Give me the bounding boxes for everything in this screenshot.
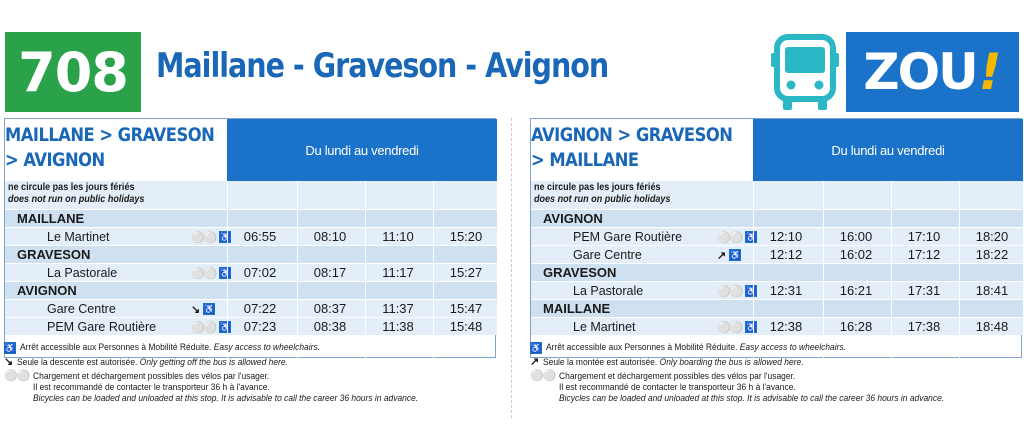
- stop-name: Le Martinet: [573, 320, 636, 334]
- departure-time: 07:22: [243, 301, 277, 316]
- route-title: Maillane - Graveson - Avignon: [156, 46, 609, 86]
- wheelchair-icon: ♿: [745, 232, 758, 242]
- stop-icons: [717, 284, 757, 298]
- departure-time: 12:10: [769, 229, 803, 244]
- departure-time: 16:28: [839, 319, 873, 334]
- departure-time: 15:20: [449, 229, 483, 244]
- departure-time: 18:20: [975, 229, 1009, 244]
- direction-title-line1: MAILLANE > GRAVESON: [5, 124, 215, 146]
- departure-time: 11:37: [382, 301, 414, 316]
- board-only-icon: ↗: [717, 249, 727, 262]
- bicycle-icon: ⚪⚪: [191, 267, 217, 280]
- board-only-icon: ↗: [530, 356, 540, 368]
- departure-time: 06:55: [243, 229, 277, 244]
- wheelchair-icon: ♿: [745, 322, 758, 332]
- section-name: GRAVESON: [543, 265, 617, 280]
- section-name: AVIGNON: [543, 211, 603, 226]
- departure-time: 11:10: [382, 229, 414, 244]
- direction-title: [5, 123, 215, 173]
- departure-time: 17:10: [907, 229, 941, 244]
- stop-row: [5, 227, 497, 245]
- legend-wheelchair: [530, 342, 1022, 354]
- zou-logo-mark: !: [978, 43, 1002, 101]
- departure-time: 16:00: [839, 229, 873, 244]
- panel-divider: [511, 118, 512, 418]
- stop-row: [531, 245, 1023, 263]
- wheelchair-icon: ♿: [530, 343, 542, 353]
- holiday-note-fr: ne circule pas les jours fériés: [534, 181, 661, 193]
- section-row: [5, 209, 497, 227]
- departure-time: 11:38: [382, 319, 414, 334]
- stop-name: La Pastorale: [573, 284, 644, 298]
- departure-time: 18:22: [975, 247, 1009, 262]
- holiday-note-row: [5, 181, 497, 209]
- legend-bike-text: Chargement et déchargement possibles des vélos par l'usager. Il est recommandé de contacter le transporteur 36 h à l'avance. Bicycles can be loaded and unloaded at this stop. It is advisable to call the career 36 hours in advance.: [559, 371, 945, 403]
- holiday-note: [534, 181, 670, 205]
- service-days: Du lundi au vendredi: [753, 119, 1023, 181]
- departure-time: 17:31: [907, 283, 941, 298]
- stop-row: [531, 281, 1023, 299]
- stop-row: [5, 317, 497, 335]
- departure-time: 07:02: [243, 265, 277, 280]
- column-separator: [365, 181, 366, 359]
- holiday-note-row: [531, 181, 1023, 209]
- column-separator: [891, 181, 892, 359]
- departure-time: 16:21: [839, 283, 873, 298]
- legend-bike-text: Chargement et déchargement possibles des vélos par l'usager. Il est recommandé de contacter le transporteur 36 h à l'avance. Bicycles can be loaded and unloaded at this stop. It is advisable to call the career 36 hours in advance.: [33, 371, 419, 403]
- section-name: MAILLANE: [543, 301, 611, 316]
- bicycle-icon: ⚪⚪: [191, 231, 217, 244]
- legend-arrow: [530, 357, 1022, 368]
- departure-time: 18:41: [975, 283, 1009, 298]
- column-separator: [753, 181, 754, 359]
- bus-icon: [771, 33, 839, 113]
- bicycle-icon: ⚪⚪: [191, 321, 217, 334]
- departure-time: 17:12: [907, 247, 941, 262]
- departure-time: 15:48: [449, 319, 483, 334]
- departure-time: 08:10: [313, 229, 347, 244]
- stop-row: [5, 299, 497, 317]
- section-name: MAILLANE: [17, 211, 85, 226]
- column-separator: [823, 181, 824, 359]
- bicycle-icon: ⚪⚪: [4, 370, 30, 382]
- legend-wheelchair-text: Arrêt accessible aux Personnes à Mobilité Réduite. Easy access to wheelchairs.: [546, 342, 847, 352]
- direction-title: [531, 123, 733, 173]
- timetable-inbound: [530, 118, 1022, 358]
- stops-table: [5, 209, 497, 335]
- wheelchair-icon: ♿: [219, 232, 232, 242]
- stop-name: Le Martinet: [47, 230, 110, 244]
- route-number-badge: 708: [5, 32, 141, 112]
- departure-time: 17:38: [907, 319, 941, 334]
- stops-table: [531, 209, 1023, 335]
- column-separator: [959, 181, 960, 359]
- timetable-outbound: [4, 118, 496, 358]
- direction-title-line1: AVIGNON > GRAVESON: [531, 124, 733, 146]
- legend-arrow: [4, 357, 496, 368]
- departure-time: 15:47: [449, 301, 483, 316]
- column-separator: [297, 181, 298, 359]
- holiday-note: [8, 181, 144, 205]
- alight-only-icon: ↘: [4, 356, 14, 368]
- bicycle-icon: ⚪⚪: [530, 370, 556, 382]
- section-row: [5, 281, 497, 299]
- departure-time: 12:38: [769, 319, 803, 334]
- stop-icons: [191, 230, 231, 244]
- legend-bike: [530, 371, 1022, 404]
- stop-icons: [717, 230, 757, 244]
- bicycle-icon: ⚪⚪: [717, 231, 743, 244]
- wheelchair-icon: ♿: [4, 343, 16, 353]
- stop-icons: [191, 266, 231, 280]
- departure-time: 12:12: [769, 247, 803, 262]
- stop-icons: [717, 320, 757, 334]
- holiday-note-en: does not run on public holidays: [534, 193, 671, 205]
- section-row: [531, 209, 1023, 227]
- departure-time: 15:27: [449, 265, 483, 280]
- column-separator: [433, 181, 434, 359]
- stop-name: Gare Centre: [573, 248, 642, 262]
- wheelchair-icon: ♿: [745, 286, 758, 296]
- holiday-note-fr: ne circule pas les jours fériés: [8, 181, 135, 193]
- stop-name: PEM Gare Routière: [47, 320, 157, 334]
- departure-time: 08:38: [313, 319, 347, 334]
- departure-time: 08:17: [313, 265, 347, 280]
- stop-icons: [191, 320, 231, 334]
- legend-wheelchair: [4, 342, 496, 354]
- departure-time: 11:17: [382, 265, 414, 280]
- legend-outbound: [4, 342, 496, 407]
- zou-logo-text: ZOU: [863, 43, 977, 101]
- section-row: [531, 263, 1023, 281]
- departure-time: 16:02: [839, 247, 873, 262]
- wheelchair-icon: ♿: [219, 322, 232, 332]
- section-row: [531, 299, 1023, 317]
- stop-row: [5, 263, 497, 281]
- wheelchair-icon: ♿: [729, 250, 741, 260]
- column-separator: [227, 181, 228, 359]
- departure-time: 12:31: [769, 283, 803, 298]
- section-name: GRAVESON: [17, 247, 91, 262]
- zou-logo: [846, 32, 1019, 112]
- legend-arrow-text: Seule la descente est autorisée. Only getting off the bus is allowed here.: [17, 357, 289, 367]
- direction-title-line2: > MAILLANE: [531, 149, 639, 171]
- wheelchair-icon: ♿: [219, 268, 232, 278]
- stop-name: PEM Gare Routière: [573, 230, 683, 244]
- holiday-note-en: does not run on public holidays: [8, 193, 145, 205]
- departure-time: 08:37: [313, 301, 347, 316]
- bicycle-icon: ⚪⚪: [717, 285, 743, 298]
- departure-time: 18:48: [975, 319, 1009, 334]
- direction-title-line2: > AVIGNON: [5, 149, 105, 171]
- wheelchair-icon: ♿: [203, 304, 215, 314]
- bicycle-icon: ⚪⚪: [717, 321, 743, 334]
- legend-arrow-text: Seule la montée est autorisée. Only boarding the bus is allowed here.: [543, 357, 804, 367]
- departure-time: 07:23: [243, 319, 277, 334]
- section-row: [5, 245, 497, 263]
- service-days: Du lundi au vendredi: [227, 119, 497, 181]
- legend-wheelchair-text: Arrêt accessible aux Personnes à Mobilité Réduite. Easy access to wheelchairs.: [20, 342, 321, 352]
- stop-name: Gare Centre: [47, 302, 116, 316]
- legend-bike: [4, 371, 496, 404]
- stop-icons: [191, 302, 215, 316]
- legend-inbound: [530, 342, 1022, 407]
- section-name: AVIGNON: [17, 283, 77, 298]
- alight-only-icon: ↘: [191, 303, 201, 316]
- stop-name: La Pastorale: [47, 266, 118, 280]
- stop-row: [531, 227, 1023, 245]
- stop-icons: [717, 248, 741, 262]
- stop-row: [531, 317, 1023, 335]
